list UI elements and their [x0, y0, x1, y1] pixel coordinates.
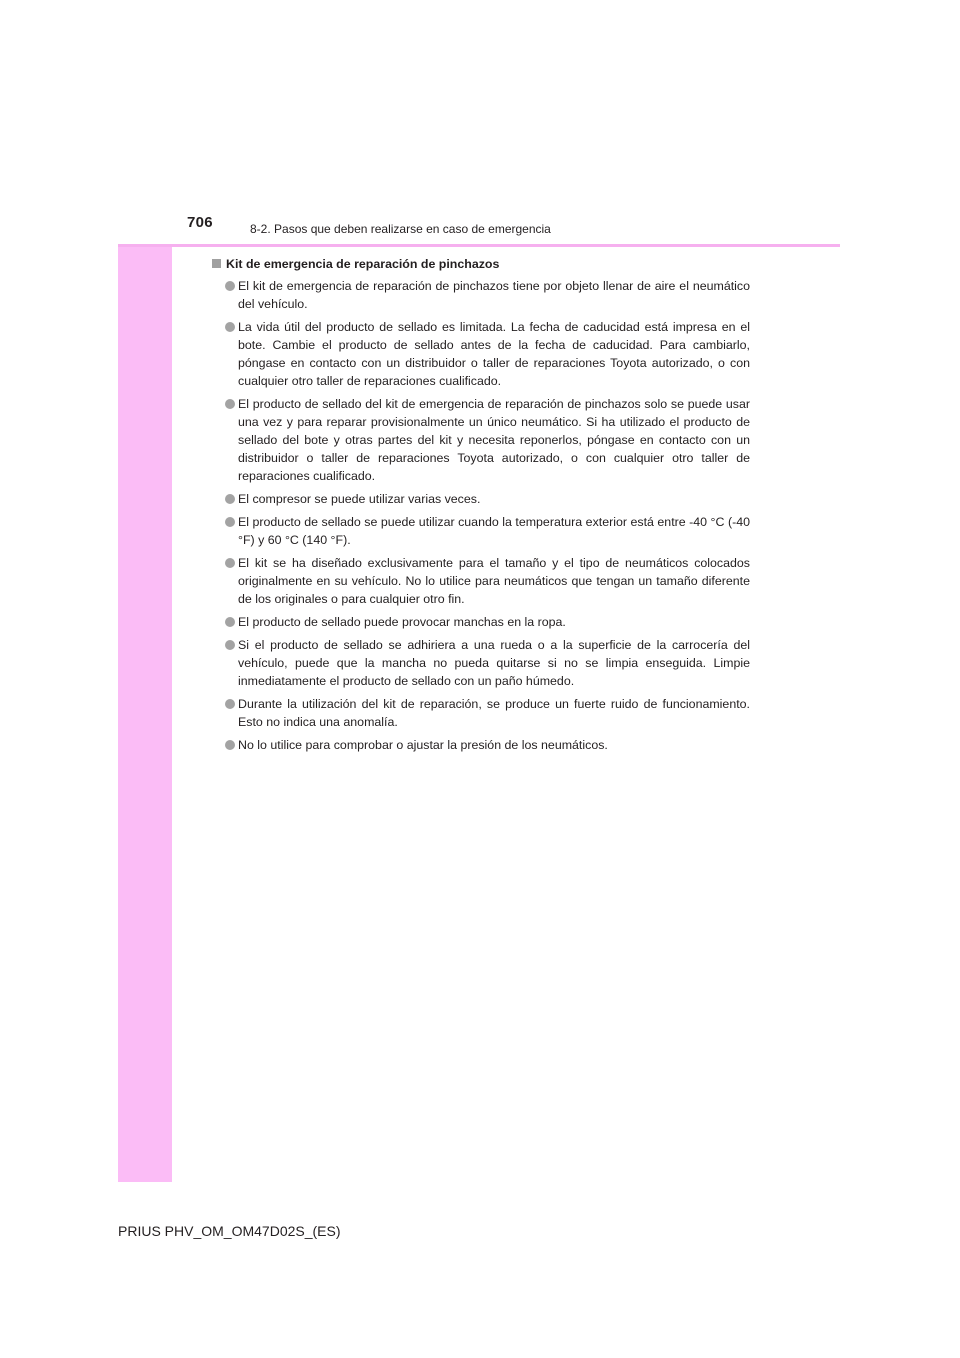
list-item	[212, 277, 750, 313]
list-item-text: El producto de sellado del kit de emergencia de reparación de pinchazos solo se puede usar una vez y para reparar provisionalmente un único neumático. Si ha utilizado el producto de sellado del bote y otras partes del kit y necesita reponerlos, póngase en contacto con un distribuidor o taller de reparaciones Toyota autorizado, o con cualquier otro taller de reparaciones cualificado.	[238, 397, 750, 483]
section-heading	[212, 255, 750, 273]
list-item	[212, 490, 750, 508]
section-heading-text: Kit de emergencia de reparación de pinchazos	[226, 257, 500, 271]
bullet-dot-icon	[225, 740, 235, 750]
bullet-dot-icon	[225, 617, 235, 627]
bullet-dot-icon	[225, 558, 235, 568]
list-item-text: El compresor se puede utilizar varias veces.	[238, 492, 481, 506]
list-item	[212, 695, 750, 731]
document-code: PRIUS PHV_OM_OM47D02S_(ES)	[118, 1223, 341, 1239]
list-item	[212, 636, 750, 690]
page-content	[212, 255, 750, 759]
bullet-dot-icon	[225, 640, 235, 650]
bullet-dot-icon	[225, 322, 235, 332]
list-item-text: El kit se ha diseñado exclusivamente para el tamaño y el tipo de neumáticos colocados originalmente en su vehículo. No lo utilice para neumáticos que tengan un tamaño diferente de los originales o para cualquier otro fin.	[238, 556, 750, 606]
bullet-dot-icon	[225, 281, 235, 291]
list-item-text: Durante la utilización del kit de reparación, se produce un fuerte ruido de funcionamiento. Esto no indica una anomalía.	[238, 697, 750, 729]
list-item-text: El producto de sellado se puede utilizar cuando la temperatura exterior está entre -40 °C (-40 °F) y 60 °C (140 °F).	[238, 515, 750, 547]
list-item	[212, 318, 750, 390]
header-divider	[118, 244, 840, 247]
bullet-dot-icon	[225, 517, 235, 527]
list-item-text: No lo utilice para comprobar o ajustar la presión de los neumáticos.	[238, 738, 608, 752]
list-item-text: El kit de emergencia de reparación de pinchazos tiene por objeto llenar de aire el neumático del vehículo.	[238, 279, 750, 311]
list-item-text: El producto de sellado puede provocar manchas en la ropa.	[238, 615, 566, 629]
list-item	[212, 554, 750, 608]
bullet-list	[212, 277, 750, 754]
list-item-text: La vida útil del producto de sellado es limitada. La fecha de caducidad está impresa en el bote. Cambie el producto de sellado antes de la fecha de caducidad. Para cambiarlo, póngase en contacto con un distribuidor o taller de reparaciones Toyota autorizado, o con cualquier otro taller de reparaciones cualificado.	[238, 320, 750, 388]
list-item-text: Si el producto de sellado se adhiriera a una rueda o a la superficie de la carrocería del vehículo, puede que la mancha no pueda quitarse si no se limpia enseguida. Limpie inmediatamente el producto de sellado con un paño húmedo.	[238, 638, 750, 688]
square-bullet-icon	[212, 259, 221, 268]
list-item	[212, 736, 750, 754]
pink-sidebar-tab	[118, 176, 172, 1182]
list-item	[212, 613, 750, 631]
page-number: 706	[187, 214, 213, 231]
bullet-dot-icon	[225, 494, 235, 504]
list-item	[212, 395, 750, 485]
list-item	[212, 513, 750, 549]
section-title: 8-2. Pasos que deben realizarse en caso de emergencia	[250, 222, 551, 236]
bullet-dot-icon	[225, 399, 235, 409]
bullet-dot-icon	[225, 699, 235, 709]
